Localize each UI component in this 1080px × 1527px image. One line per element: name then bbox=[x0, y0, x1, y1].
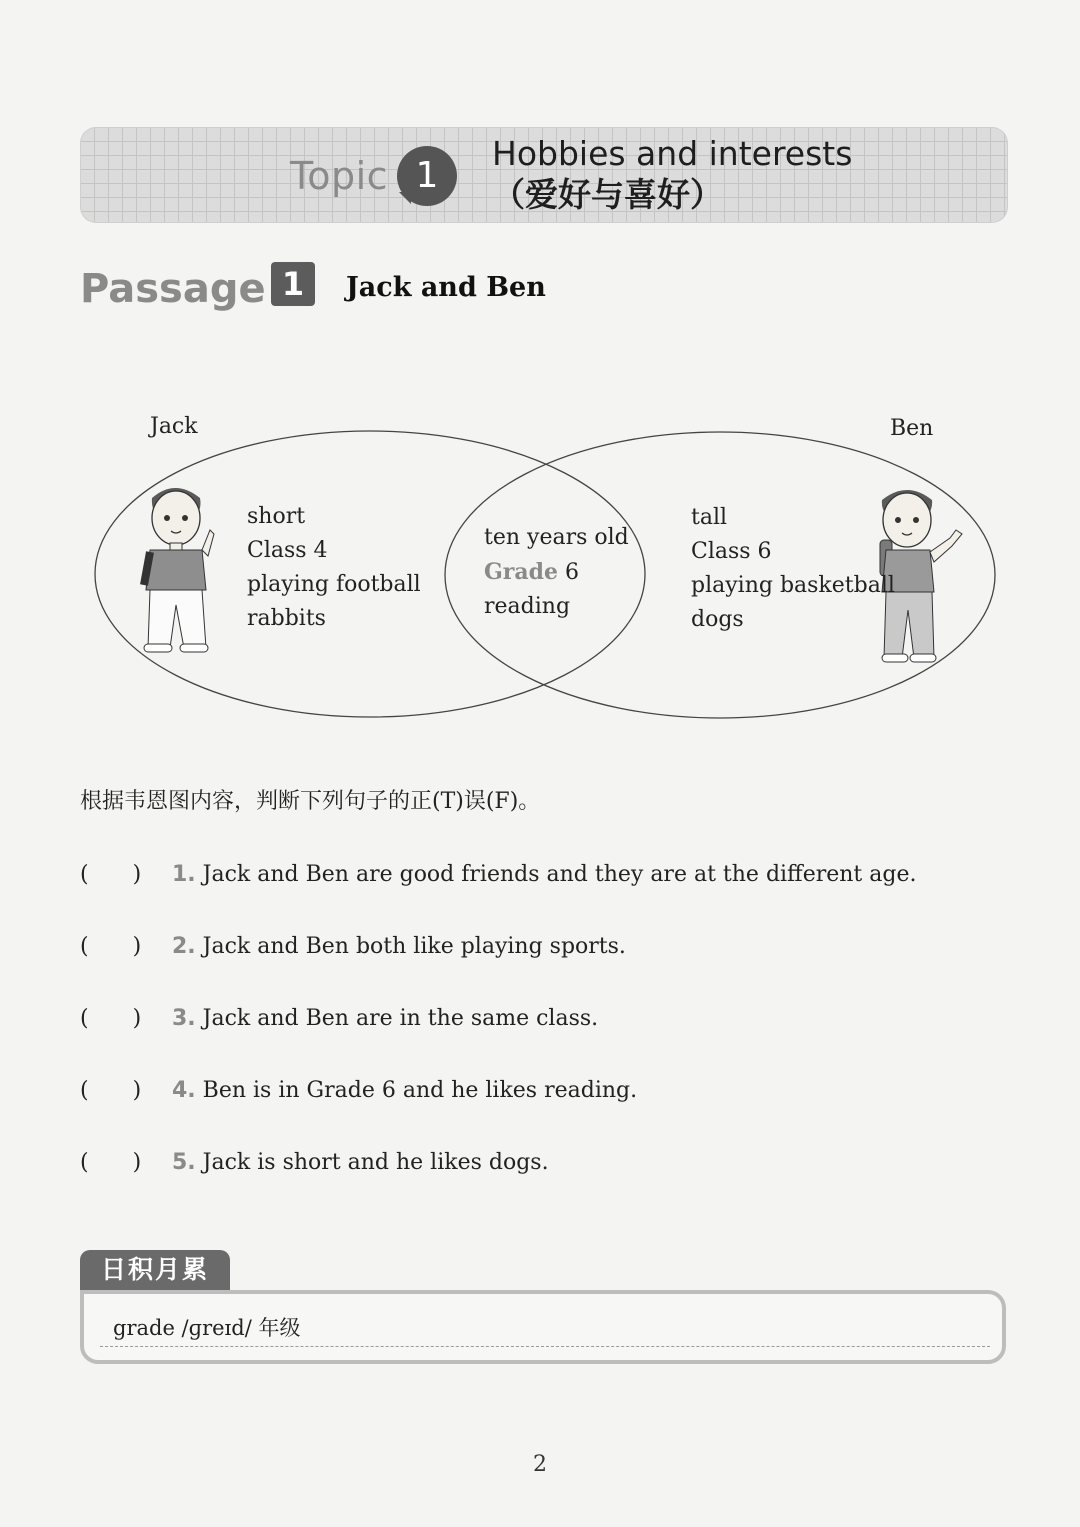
question-row bbox=[80, 1145, 549, 1176]
vocab-entry: grade /ɡreɪd/ 年级 bbox=[113, 1316, 301, 1340]
topic-title: Hobbies and interests bbox=[492, 134, 853, 173]
question-text: Jack and Ben are good friends and they are at the different age. bbox=[202, 862, 917, 887]
answer-blank[interactable]: ( ) bbox=[80, 862, 142, 887]
answer-blank[interactable]: ( ) bbox=[80, 1150, 142, 1175]
venn-right-item: playing basketball bbox=[691, 573, 895, 598]
venn-left-item: short bbox=[247, 504, 306, 529]
venn-middle-list bbox=[484, 521, 629, 624]
page-number: 2 bbox=[533, 1452, 547, 1477]
topic-label: Topic bbox=[290, 154, 389, 198]
vocab-dashed-line bbox=[100, 1346, 990, 1347]
venn-right-name: Ben bbox=[890, 416, 934, 441]
venn-right-item: dogs bbox=[691, 607, 744, 632]
venn-right-list bbox=[691, 501, 895, 637]
venn-right-item: Class 6 bbox=[691, 539, 772, 564]
question-number: 1. bbox=[172, 862, 196, 887]
venn-left-list bbox=[247, 500, 421, 636]
venn-left-item: Class 4 bbox=[247, 538, 328, 563]
passage-label: Passage bbox=[80, 266, 266, 312]
venn-grade-number: 6 bbox=[565, 560, 580, 585]
passage-title: Jack and Ben bbox=[346, 272, 546, 303]
answer-blank[interactable]: ( ) bbox=[80, 1078, 142, 1103]
question-row bbox=[80, 1073, 637, 1104]
topic-subtitle: （爱好与喜好） bbox=[492, 175, 723, 214]
answer-blank[interactable]: ( ) bbox=[80, 934, 142, 959]
question-text: Jack and Ben are in the same class. bbox=[202, 1006, 599, 1031]
venn-middle-item: ten years old bbox=[484, 525, 629, 550]
venn-middle-item: reading bbox=[484, 594, 571, 619]
venn-middle-grade bbox=[484, 555, 629, 590]
topic-number-badge: 1 bbox=[397, 146, 457, 206]
jack-illustration-icon bbox=[144, 488, 214, 652]
question-text: Ben is in Grade 6 and he likes reading. bbox=[202, 1078, 638, 1103]
question-number: 5. bbox=[172, 1150, 196, 1175]
question-number: 4. bbox=[172, 1078, 196, 1103]
question-row bbox=[80, 857, 916, 888]
venn-left-item: rabbits bbox=[247, 606, 326, 631]
instruction-text: 根据韦恩图内容，判断下列句子的正(T)误(F)。 bbox=[80, 789, 541, 814]
venn-grade-word: Grade bbox=[484, 559, 559, 585]
question-number: 2. bbox=[172, 934, 196, 959]
question-row bbox=[80, 1001, 598, 1032]
venn-left-item: playing football bbox=[247, 572, 421, 597]
venn-left-name: Jack bbox=[150, 414, 198, 439]
question-text: Jack is short and he likes dogs. bbox=[202, 1150, 549, 1175]
passage-number-badge: 1 bbox=[271, 262, 315, 306]
answer-blank[interactable]: ( ) bbox=[80, 1006, 142, 1031]
question-text: Jack and Ben both like playing sports. bbox=[202, 934, 626, 959]
question-number: 3. bbox=[172, 1006, 196, 1031]
question-row bbox=[80, 929, 626, 960]
venn-right-item: tall bbox=[691, 505, 728, 530]
vocab-tab: 日积月累 bbox=[80, 1250, 230, 1290]
